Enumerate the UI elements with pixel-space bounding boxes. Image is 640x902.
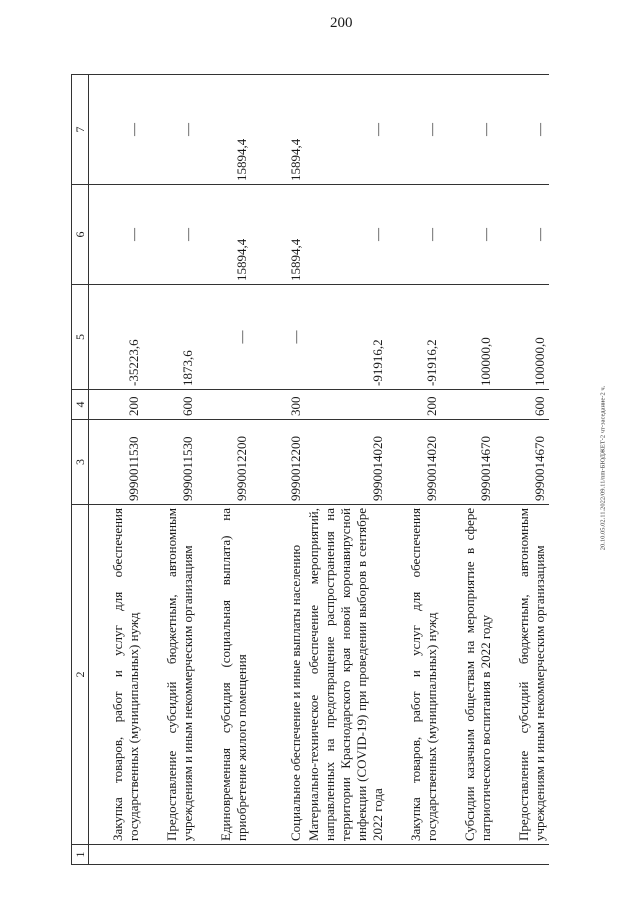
row-number-cell xyxy=(143,845,197,865)
amount-2022-cell: 1873,6 xyxy=(143,285,197,390)
table-row xyxy=(495,75,549,865)
row-number-cell xyxy=(495,845,549,865)
header-row xyxy=(72,75,89,865)
amount-2024-cell: 15894,4 xyxy=(251,75,305,185)
amount-2024-cell: — xyxy=(143,75,197,185)
row-number-cell xyxy=(305,845,387,865)
amount-2024-cell: 15894,4 xyxy=(197,75,251,185)
header-cell: 2 xyxy=(72,505,89,845)
expense-type-cell: 200 xyxy=(89,390,144,420)
row-name-cell: Закупка товаров, работ и услуг для обеспечения государственных (муниципальных) нужд xyxy=(387,505,441,845)
amount-2024-cell: — xyxy=(89,75,144,185)
amount-2022-cell: 100000,0 xyxy=(441,285,495,390)
row-name-cell: Единовременная субсидия (социальная выплата) на приобретение жилого помещения xyxy=(197,505,251,845)
table-row xyxy=(89,75,144,865)
header-cell: 5 xyxy=(72,285,89,390)
budget-table xyxy=(71,74,549,865)
row-number-cell xyxy=(89,845,144,865)
table-row xyxy=(387,75,441,865)
target-article-code-cell: 9990011530 xyxy=(89,420,144,505)
expense-type-cell xyxy=(197,390,251,420)
target-article-code-cell: 9990012200 xyxy=(251,420,305,505)
budget-table-rotated xyxy=(71,75,561,865)
amount-2023-cell: 15894,4 xyxy=(251,185,305,285)
row-number-cell xyxy=(441,845,495,865)
table-body xyxy=(72,75,550,865)
page-number: 200 xyxy=(330,15,353,31)
amount-2023-cell: — xyxy=(89,185,144,285)
row-name-cell: Социальное обеспечение и иные выплаты населению xyxy=(251,505,305,845)
expense-type-cell xyxy=(441,390,495,420)
amount-2023-cell: — xyxy=(441,185,495,285)
row-number-cell xyxy=(387,845,441,865)
amount-2022-cell: 100000,0 xyxy=(495,285,549,390)
amount-2023-cell: — xyxy=(387,185,441,285)
amount-2024-cell: — xyxy=(387,75,441,185)
expense-type-cell: 200 xyxy=(387,390,441,420)
target-article-code-cell: 9990012200 xyxy=(197,420,251,505)
amount-2022-cell: -91916,2 xyxy=(305,285,387,390)
amount-2023-cell: — xyxy=(305,185,387,285)
expense-type-cell: 300 xyxy=(251,390,305,420)
row-number-cell xyxy=(197,845,251,865)
amount-2024-cell: — xyxy=(495,75,549,185)
target-article-code-cell: 9990011530 xyxy=(143,420,197,505)
header-cell: 6 xyxy=(72,185,89,285)
target-article-code-cell: 9990014020 xyxy=(305,420,387,505)
expense-type-cell xyxy=(305,390,387,420)
row-name-cell: Предоставление субсидий бюджетным, автономным учреждениям и иным некоммерческим организациям xyxy=(495,505,549,845)
table-row xyxy=(251,75,305,865)
table-row xyxy=(305,75,387,865)
header-cell: 3 xyxy=(72,420,89,505)
amount-2024-cell: — xyxy=(441,75,495,185)
row-name-cell: Материально-техническое обеспечение мероприятий, направленных на предотвращение распространения на территории Краснодарского края новой коронавирусной инфекции (COVID-19) при проведении выборов в сентябре 2022 года xyxy=(305,505,387,845)
header-cell: 4 xyxy=(72,390,89,420)
side-note: 20.10.05.02.11.2022/09.11/nm-БЮДЖЕТ-2 чт-заседание-2 ч. xyxy=(599,385,607,551)
amount-2022-cell: — xyxy=(197,285,251,390)
expense-type-cell: 600 xyxy=(143,390,197,420)
header-cell: 1 xyxy=(72,845,89,865)
target-article-code-cell: 9990014670 xyxy=(495,420,549,505)
row-name-cell: Субсидии казачьим обществам на мероприятие в сфере патриотического воспитания в 2022 году xyxy=(441,505,495,845)
expense-type-cell: 600 xyxy=(495,390,549,420)
amount-2022-cell: — xyxy=(251,285,305,390)
amount-2022-cell: -35223,6 xyxy=(89,285,144,390)
table-row xyxy=(143,75,197,865)
row-name-cell: Предоставление субсидий бюджетным, автономным учреждениям и иным некоммерческим организациям xyxy=(143,505,197,845)
row-name-cell: Закупка товаров, работ и услуг для обеспечения государственных (муниципальных) нужд xyxy=(89,505,144,845)
row-number-cell xyxy=(251,845,305,865)
table-row xyxy=(441,75,495,865)
table-row xyxy=(197,75,251,865)
header-cell: 7 xyxy=(72,75,89,185)
amount-2023-cell: — xyxy=(143,185,197,285)
amount-2022-cell: -91916,2 xyxy=(387,285,441,390)
amount-2023-cell: — xyxy=(495,185,549,285)
target-article-code-cell: 9990014670 xyxy=(441,420,495,505)
amount-2024-cell: — xyxy=(305,75,387,185)
amount-2023-cell: 15894,4 xyxy=(197,185,251,285)
target-article-code-cell: 9990014020 xyxy=(387,420,441,505)
